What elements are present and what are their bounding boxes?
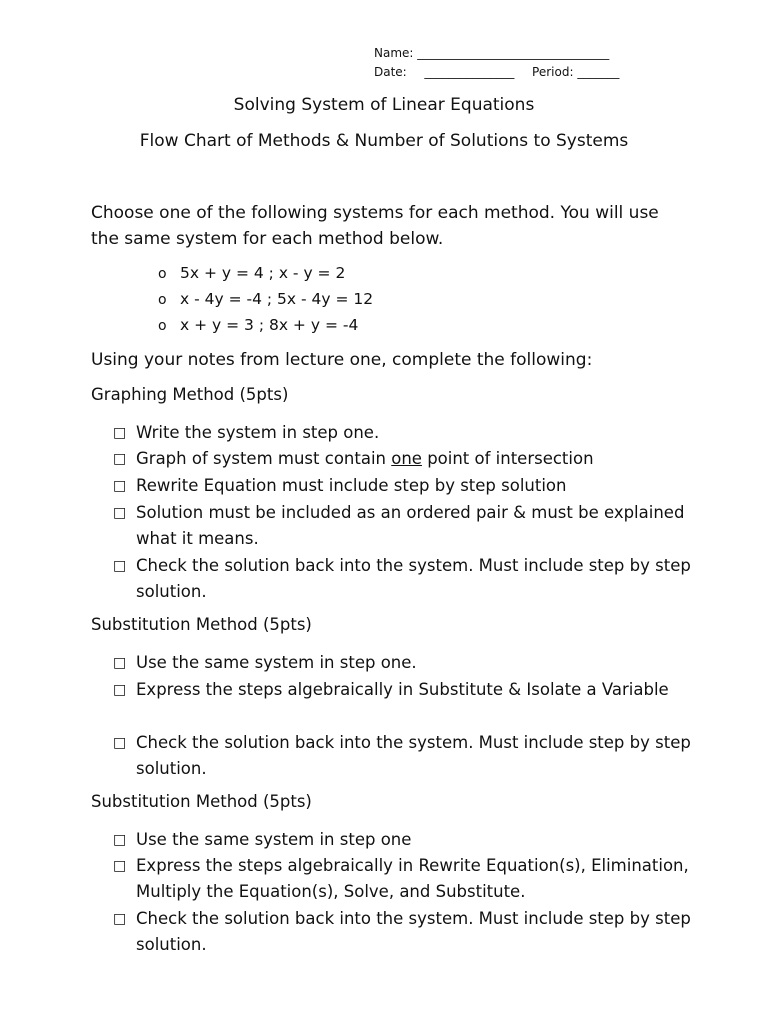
checklist-item [113, 473, 713, 499]
checklist-text: Check the solution back into the system. Must include step by step solution. [136, 733, 691, 778]
checklist-item [113, 420, 713, 446]
checklist-item [113, 827, 713, 853]
section-heading: Substitution Method (5pts) [91, 792, 312, 811]
date-blank: _______________ [424, 65, 515, 79]
page-title: Solving System of Linear Equations [233, 95, 535, 115]
checklist-text: Solution must be included as an ordered pair & must be explained what it means. [136, 503, 685, 548]
section-heading: Substitution Method (5pts) [91, 615, 312, 634]
name-line [374, 46, 609, 60]
system-option [158, 264, 345, 282]
checklist-text: Express the steps algebraically in Substitute & Isolate a Variable [136, 680, 669, 699]
checklist-text: Rewrite Equation must include step by step solution [136, 476, 567, 495]
checkbox-icon: □ [113, 478, 127, 494]
system-option [158, 290, 373, 308]
instruction-text: Using your notes from lecture one, complete the following: [91, 350, 593, 370]
date-period-line [374, 65, 619, 79]
circle-bullet-icon: o [158, 318, 167, 334]
checkbox-icon: □ [113, 425, 127, 441]
date-label: Date: [374, 65, 407, 79]
checklist-item [113, 677, 713, 703]
system-text: x - 4y = -4 ; 5x - 4y = 12 [180, 290, 374, 308]
checklist-item [113, 500, 713, 552]
checklist-text: Graph of system must contain one point of intersection [136, 449, 594, 468]
checkbox-icon: □ [113, 832, 127, 848]
period-blank: _______ [577, 65, 620, 79]
period-label: Period: [532, 65, 574, 79]
checkbox-icon: □ [113, 735, 127, 751]
name-label: Name: [374, 46, 414, 60]
system-text: 5x + y = 4 ; x - y = 2 [180, 264, 346, 282]
circle-bullet-icon: o [158, 266, 167, 282]
checklist-item [113, 446, 713, 472]
checklist-item [113, 853, 713, 905]
checklist-item [113, 730, 713, 782]
checklist-text: Use the same system in step one. [136, 653, 417, 672]
checkbox-icon: □ [113, 655, 127, 671]
checklist-text: Use the same system in step one [136, 830, 412, 849]
checklist-item [113, 650, 713, 676]
checkbox-icon: □ [113, 682, 127, 698]
checklist-text: Check the solution back into the system. Must include step by step solution. [136, 556, 691, 601]
checkbox-icon: □ [113, 451, 127, 467]
circle-bullet-icon: o [158, 292, 167, 308]
checklist-text: Check the solution back into the system. Must include step by step solution. [136, 909, 691, 954]
checklist-text: Express the steps algebraically in Rewrite Equation(s), Elimination, Multiply the Equation(s), Solve, and Substitute. [136, 856, 689, 901]
system-option [158, 316, 358, 334]
name-blank: ________________________________ [417, 46, 610, 60]
checkbox-icon: □ [113, 558, 127, 574]
checkbox-icon: □ [113, 505, 127, 521]
checklist-item [113, 906, 713, 958]
intro-paragraph: Choose one of the following systems for each method. You will use the same system for each method below. [91, 203, 659, 249]
page-subtitle: Flow Chart of Methods & Number of Solutions to Systems [139, 131, 629, 151]
system-text: x + y = 3 ; 8x + y = -4 [180, 316, 359, 334]
checklist-item [113, 553, 713, 605]
section-heading: Graphing Method (5pts) [91, 385, 289, 404]
underlined-word: one [391, 449, 422, 468]
checkbox-icon: □ [113, 858, 127, 874]
checkbox-icon: □ [113, 911, 127, 927]
checklist-text: Write the system in step one. [136, 423, 380, 442]
